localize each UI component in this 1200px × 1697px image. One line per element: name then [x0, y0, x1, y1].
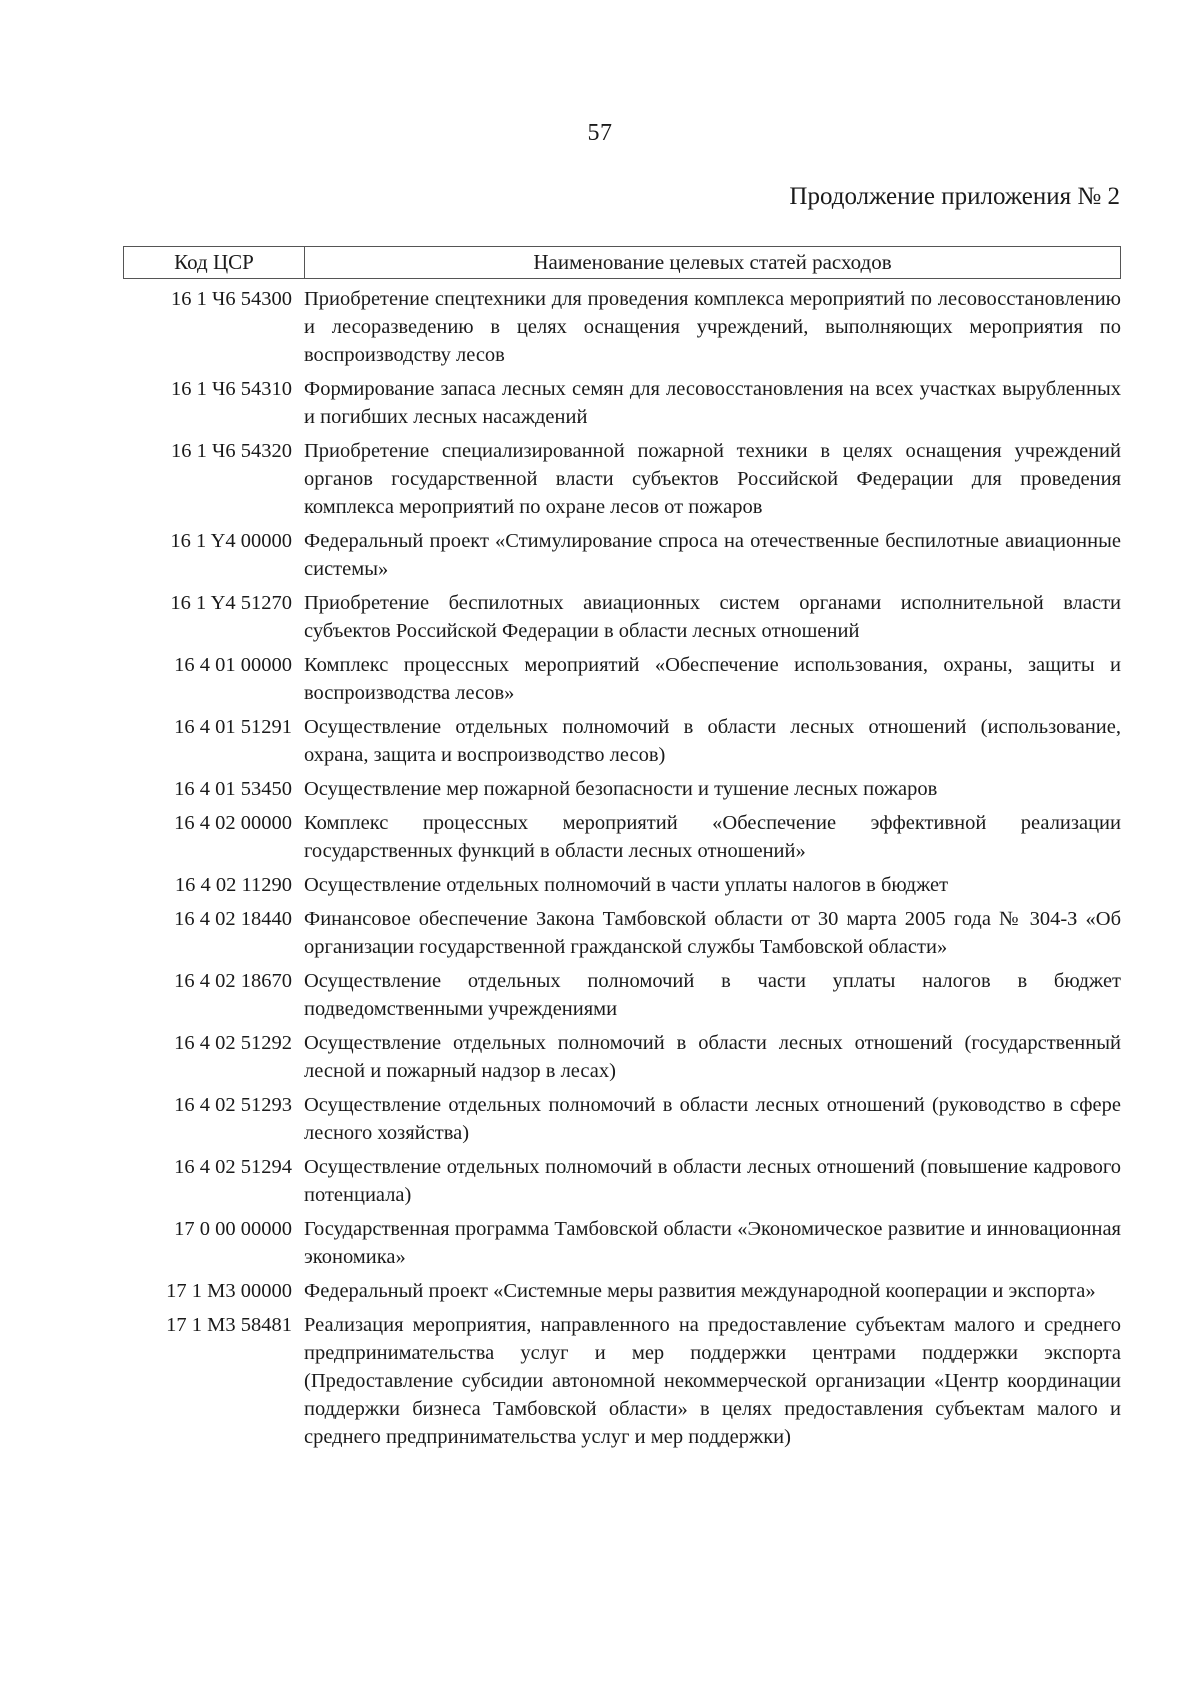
row-code: 16 4 01 51291	[174, 716, 292, 738]
row-code: 17 1 М3 00000	[166, 1280, 292, 1302]
row-code: 16 4 02 11290	[174, 874, 292, 896]
table-row	[123, 809, 1121, 865]
row-name: Осуществление отдельных полномочий в области лесных отношений (использование, охрана, защита и воспроизводство лесов)	[304, 716, 1121, 766]
table-row	[123, 375, 1121, 431]
row-name: Приобретение спецтехники для проведения комплекса мероприятий по лесовосстановлению и лесоразведению в целях оснащения учреждений, выполняющих мероприятия по воспроизводству лесов	[304, 288, 1121, 366]
row-code: 16 1 Ч6 54310	[171, 378, 292, 400]
row-name: Осуществление отдельных полномочий в части уплаты налогов в бюджет подведомственными учреждениями	[304, 970, 1121, 1020]
table-header	[123, 246, 1121, 279]
row-name: Осуществление отдельных полномочий в части уплаты налогов в бюджет	[304, 874, 949, 896]
row-code: 16 1 Y4 51270	[170, 592, 292, 614]
row-name: Приобретение специализированной пожарной техники в целях оснащения учреждений органов государственной власти субъектов Российской Федерации для проведения комплекса мероприятий по охране лесов от пожаров	[304, 440, 1121, 518]
row-code: 17 1 М3 58481	[166, 1314, 292, 1336]
row-code: 17 0 00 00000	[174, 1218, 292, 1240]
header-name: Наименование целевых статей расходов	[533, 250, 892, 274]
row-name: Реализация мероприятия, направленного на предоставление субъектам малого и среднего предпринимательства услуг и мер поддержки центрами поддержки экспорта (Предоставление субсидии автономной некоммерческой организации «Центр координации поддержки бизнеса Тамбовской области» в целях предоставления субъектам малого и среднего предпринимательства услуг и мер поддержки)	[304, 1314, 1121, 1448]
table-row	[123, 1311, 1121, 1451]
row-name: Комплекс процессных мероприятий «Обеспечение использования, охраны, защиты и воспроизводства лесов»	[304, 654, 1121, 704]
header-code: Код ЦСР	[124, 247, 305, 278]
table-row	[123, 651, 1121, 707]
row-code: 16 4 02 51292	[174, 1032, 292, 1054]
row-code: 16 4 02 51294	[174, 1156, 292, 1178]
table-row	[123, 437, 1121, 521]
row-code: 16 4 01 53450	[174, 778, 292, 800]
row-code: 16 4 02 18670	[174, 970, 292, 992]
table-row	[123, 1091, 1121, 1147]
table-row	[123, 775, 1121, 803]
continuation-label: Продолжение приложения № 2	[789, 183, 1120, 210]
row-name: Приобретение беспилотных авиационных систем органами исполнительной власти субъектов Российской Федерации в области лесных отношений	[304, 592, 1121, 642]
table-row	[123, 1153, 1121, 1209]
row-code: 16 4 01 00000	[174, 654, 292, 676]
table-row	[123, 871, 1121, 899]
table-row	[123, 527, 1121, 583]
expense-items-table	[123, 246, 1121, 1451]
page-number: 57	[587, 120, 613, 146]
row-name: Федеральный проект «Стимулирование спроса на отечественные беспилотные авиационные системы»	[304, 530, 1121, 580]
table-row	[123, 905, 1121, 961]
table-body	[123, 285, 1121, 1451]
table-row	[123, 1215, 1121, 1271]
row-name: Финансовое обеспечение Закона Тамбовской области от 30 марта 2005 года № 304-З «Об организации государственной гражданской службы Тамбовской области»	[304, 908, 1121, 958]
row-code: 16 1 Ч6 54300	[171, 288, 292, 310]
table-row	[123, 285, 1121, 369]
table-row	[123, 967, 1121, 1023]
row-name: Осуществление отдельных полномочий в области лесных отношений (руководство в сфере лесного хозяйства)	[304, 1094, 1121, 1144]
row-name: Комплекс процессных мероприятий «Обеспечение эффективной реализации государственных функций в области лесных отношений»	[304, 812, 1121, 862]
table-row	[123, 1277, 1121, 1305]
row-name: Осуществление мер пожарной безопасности и тушение лесных пожаров	[304, 778, 938, 800]
row-code: 16 1 Ч6 54320	[171, 440, 292, 462]
row-name: Формирование запаса лесных семян для лесовосстановления на всех участках вырубленных и погибших лесных насаждений	[304, 378, 1121, 428]
table-row	[123, 1029, 1121, 1085]
table-row	[123, 713, 1121, 769]
row-code: 16 4 02 00000	[174, 812, 292, 834]
row-code: 16 1 Y4 00000	[170, 530, 292, 552]
row-code: 16 4 02 18440	[174, 908, 292, 930]
row-name: Государственная программа Тамбовской области «Экономическое развитие и инновационная экономика»	[304, 1218, 1121, 1268]
row-name: Федеральный проект «Системные меры развития международной кооперации и экспорта»	[304, 1280, 1096, 1302]
row-name: Осуществление отдельных полномочий в области лесных отношений (государственный лесной и пожарный надзор в лесах)	[304, 1032, 1121, 1082]
row-name: Осуществление отдельных полномочий в области лесных отношений (повышение кадрового потенциала)	[304, 1156, 1121, 1206]
row-code: 16 4 02 51293	[174, 1094, 292, 1116]
table-row	[123, 589, 1121, 645]
